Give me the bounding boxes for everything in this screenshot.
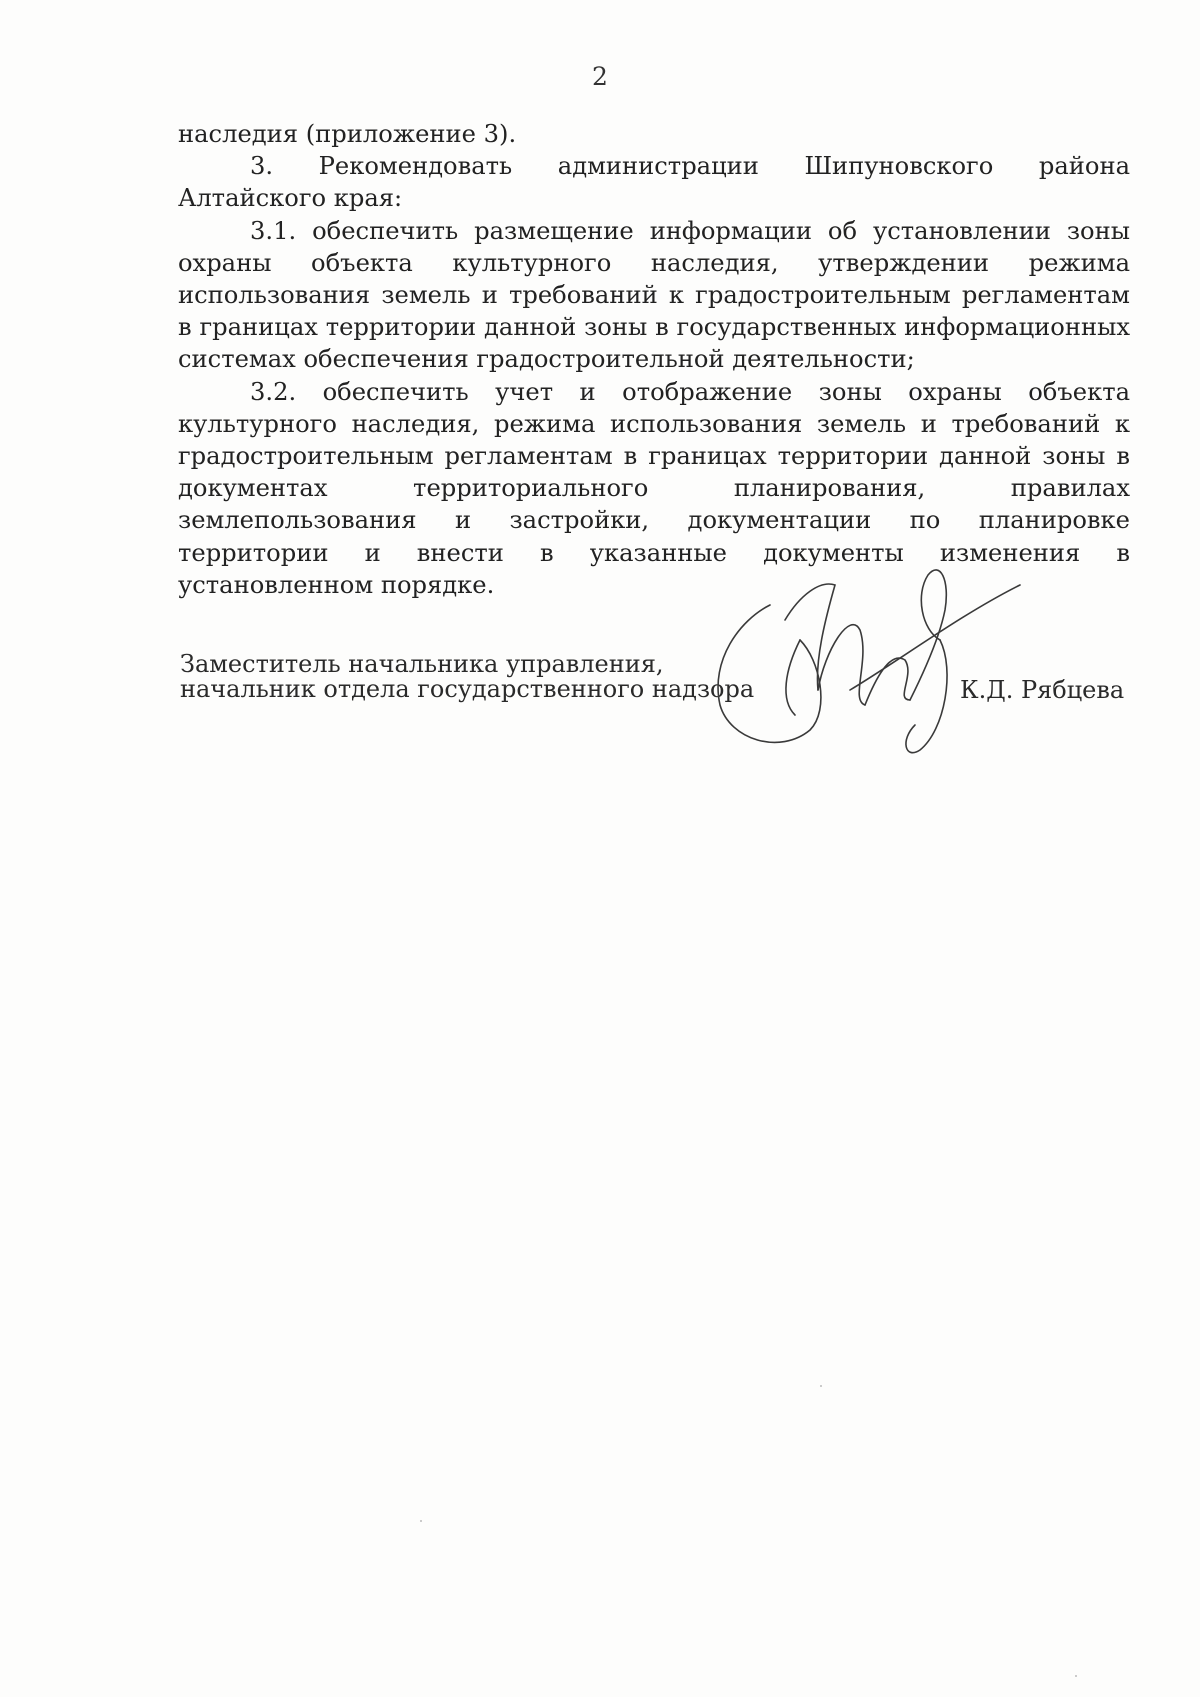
position-line-1: Заместитель начальника управления, xyxy=(180,650,664,678)
signatory-position xyxy=(180,652,754,702)
signer-name: К.Д. Рябцева xyxy=(960,676,1125,704)
scan-speck xyxy=(820,1385,822,1387)
page-number: 2 xyxy=(592,62,608,91)
scan-speck xyxy=(1075,1675,1077,1677)
document-body xyxy=(178,118,1130,601)
paragraph-continuation: наследия (приложение 3). xyxy=(178,120,517,148)
paragraph-item-3: 3. Рекомендовать администрации Шипуновского района Алтайского края: xyxy=(178,152,1130,213)
scan-speck xyxy=(420,1520,422,1522)
position-line-2: начальник отдела государственного надзора xyxy=(180,675,755,703)
paragraph-item-3-1: 3.1. обеспечить размещение информации об установлении зоны охраны объекта культурного наследия, утверждении режима использования земель и требований к градостроительным регламентам в границах территории данной зоны в государственных информационных системах обеспечения градостроительной деятельности; xyxy=(178,216,1130,374)
handwritten-signature xyxy=(700,540,1030,760)
paragraph-item-3-2: 3.2. обеспечить учет и отображение зоны охраны объекта культурного наследия, режима использования земель и требований к градостроительным регламентам в границах территории данной зоны в документах территориального планирования, правилах землепользования и застройки, документации по планировке территории и внести в указанные документы изменения в установленном порядке. xyxy=(178,377,1130,599)
